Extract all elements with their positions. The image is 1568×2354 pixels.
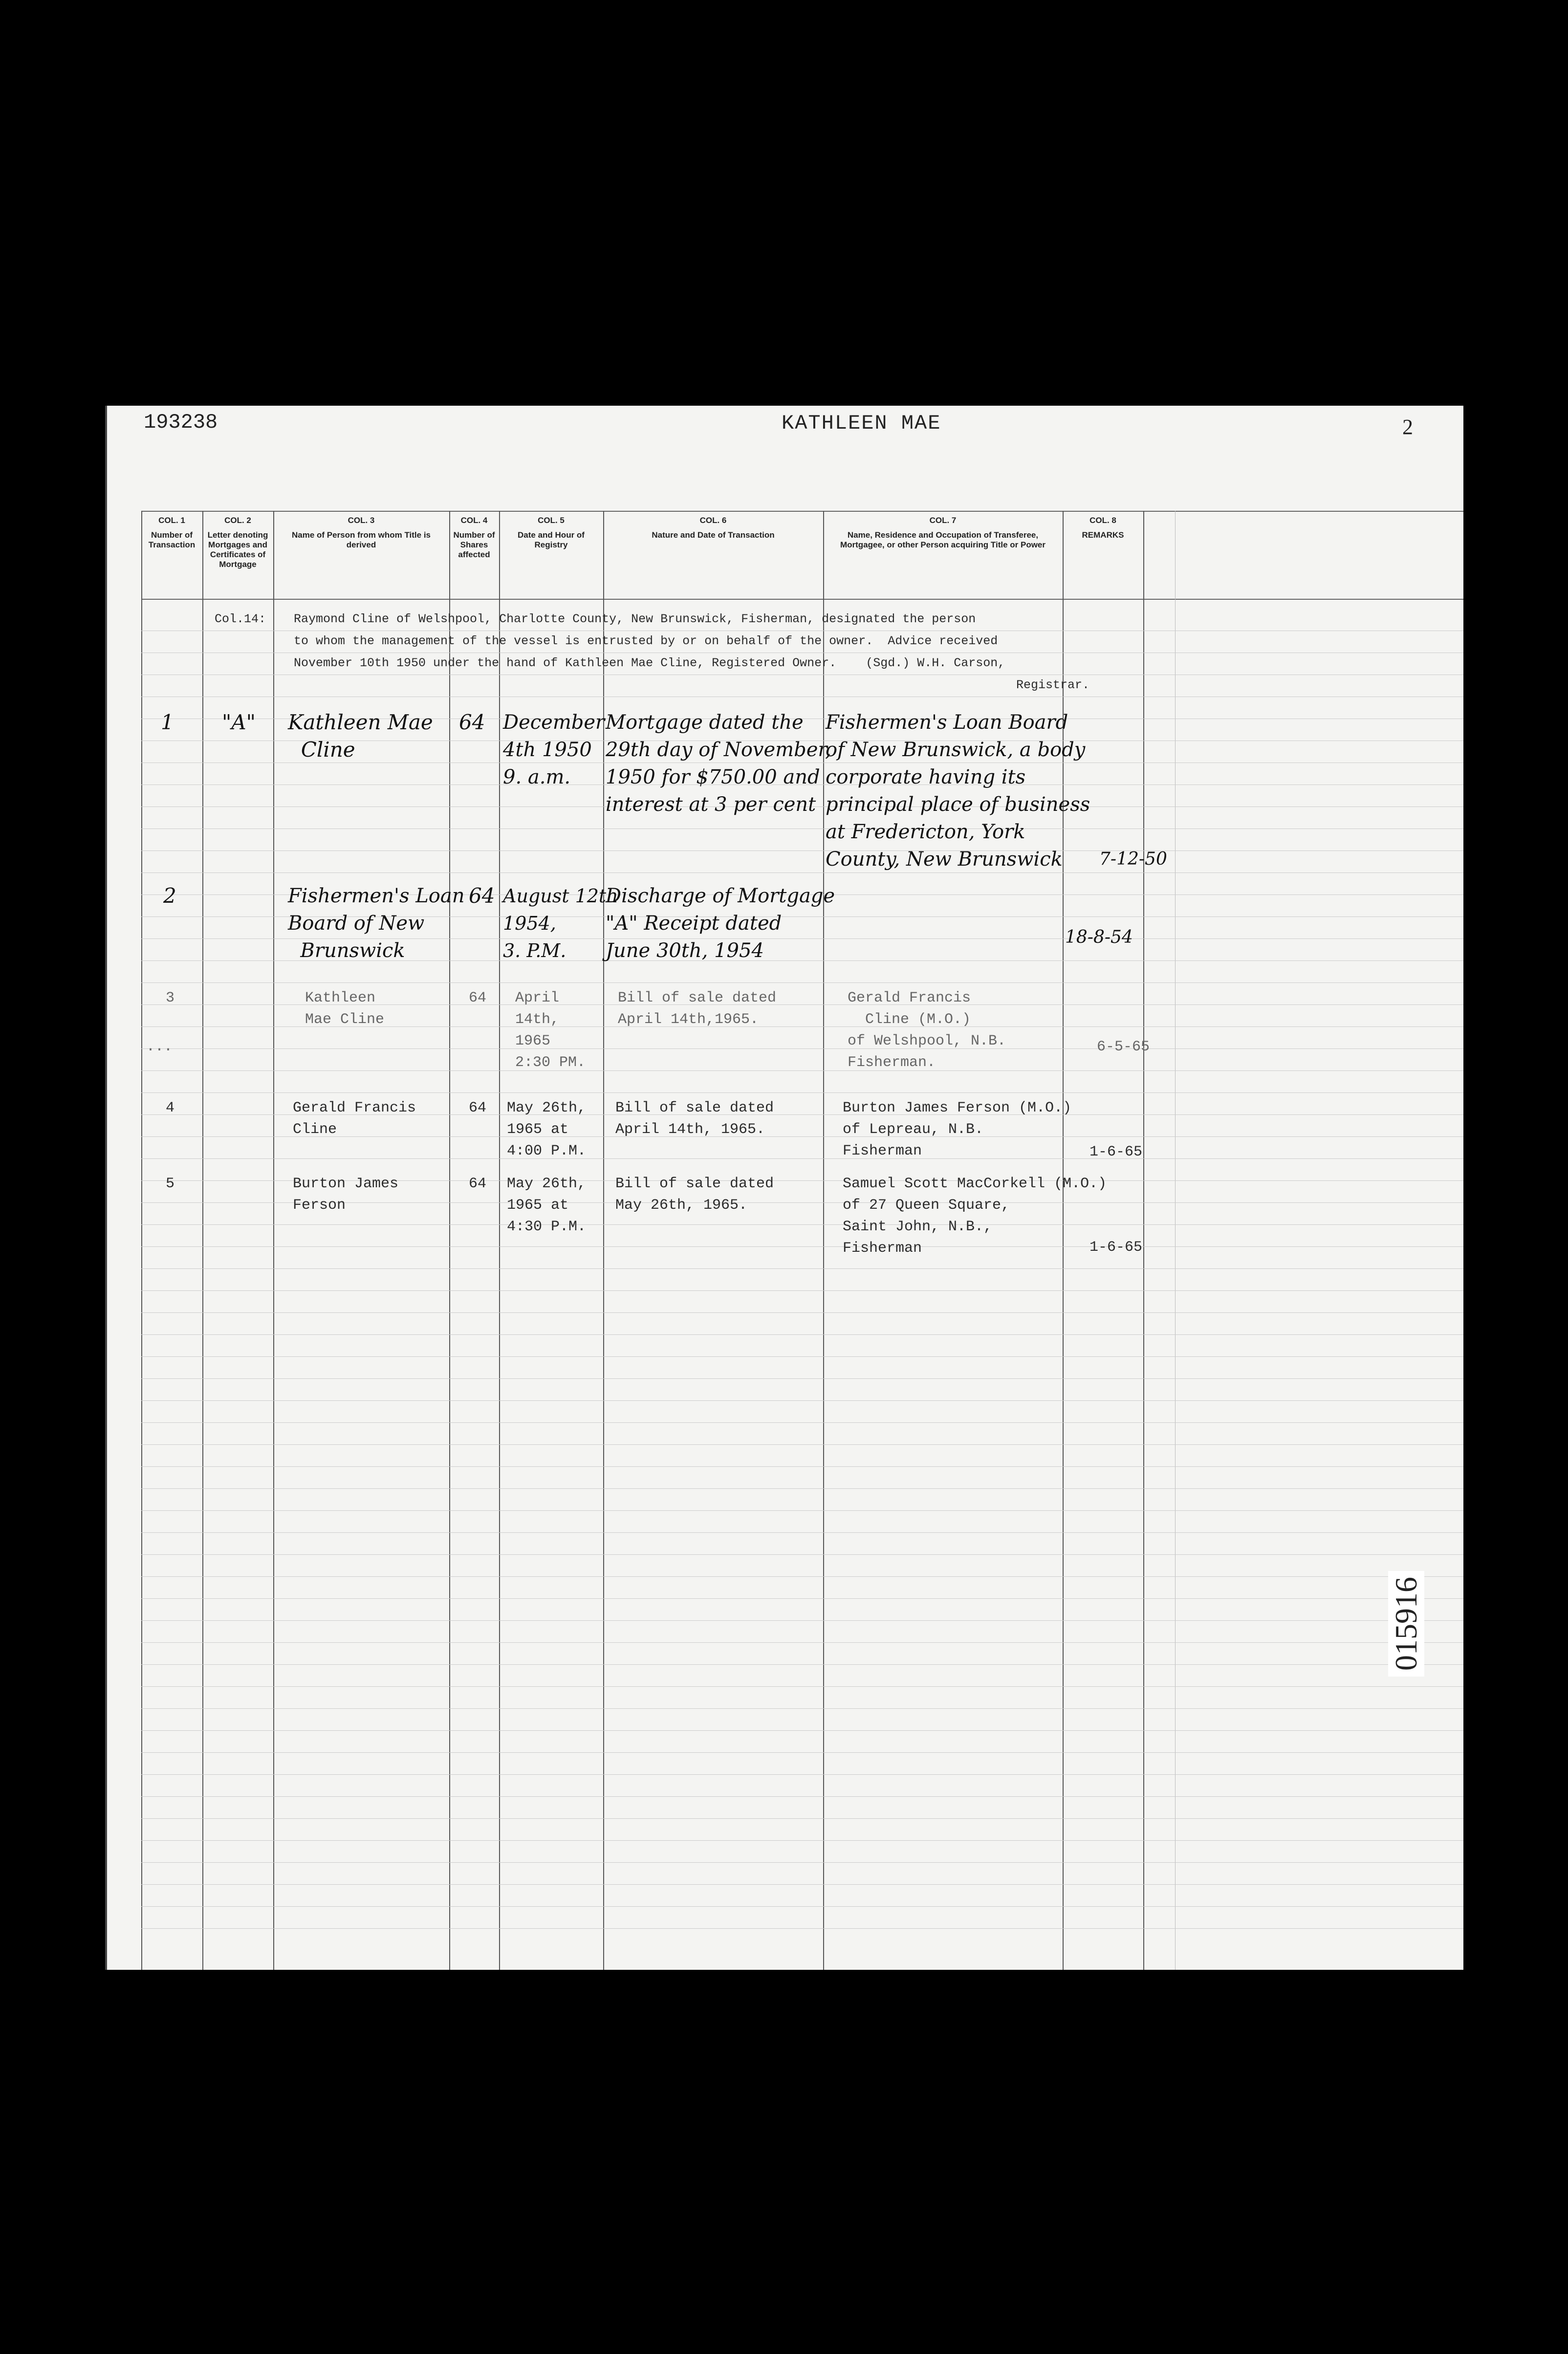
entry-transferee: Fishermen's Loan Board of New Brunswick, a body corporate having its principal place of business at Fredericton, York County, New Brunswick bbox=[826, 711, 1090, 871]
entry-remarks: 18-8-54 bbox=[1065, 927, 1133, 947]
ruled-line bbox=[141, 1708, 1463, 1709]
entry-from: Burton James Ferson bbox=[293, 1176, 399, 1214]
column-divider bbox=[449, 511, 450, 1970]
ruled-line bbox=[141, 1466, 1463, 1467]
col14-line: Raymond Cline of Welshpool, Charlotte County, New Brunswick, Fisherman, designated the person bbox=[294, 612, 976, 626]
ruled-line bbox=[141, 828, 1463, 829]
ruled-line bbox=[141, 1158, 1463, 1159]
margin-dots: ... bbox=[146, 1039, 173, 1055]
col-number: COL. 7 bbox=[929, 516, 957, 525]
ruled-line bbox=[141, 1642, 1463, 1643]
col-number: COL. 6 bbox=[699, 516, 727, 525]
ruled-line bbox=[141, 982, 1463, 983]
table-top-border bbox=[141, 511, 1463, 512]
ruled-line bbox=[141, 1928, 1463, 1929]
entry-number: 1 bbox=[161, 710, 174, 734]
entry-remarks: 1-6-65 bbox=[1089, 1239, 1143, 1256]
entry-shares: 64 bbox=[459, 710, 485, 734]
register-page bbox=[105, 406, 1463, 1970]
entry-from: Gerald Francis Cline bbox=[293, 1100, 416, 1138]
entry-number: 5 bbox=[166, 1176, 175, 1192]
ruled-line bbox=[141, 1070, 1463, 1071]
ruled-line bbox=[141, 1422, 1463, 1423]
col14-line: to whom the management of the vessel is entrusted by or on behalf of the owner. Advice received bbox=[294, 634, 998, 648]
entry-remarks: 1-6-65 bbox=[1089, 1144, 1143, 1160]
header-col-3 bbox=[289, 516, 434, 550]
entry-nature: Bill of sale dated April 14th, 1965. bbox=[615, 1100, 774, 1138]
col-title: Number of Transaction bbox=[148, 530, 196, 549]
entry-number: 4 bbox=[166, 1100, 175, 1116]
entry-nature: Bill of sale dated April 14th,1965. bbox=[618, 990, 777, 1028]
column-divider bbox=[202, 511, 203, 1970]
entry-number: 3 bbox=[166, 990, 175, 1006]
header-col-5 bbox=[509, 516, 593, 550]
column-divider bbox=[273, 511, 274, 1970]
col-title: REMARKS bbox=[1082, 530, 1124, 540]
entry-nature: Bill of sale dated May 26th, 1965. bbox=[615, 1176, 774, 1214]
ruled-line bbox=[141, 1576, 1463, 1577]
ruled-line bbox=[141, 1730, 1463, 1731]
entry-registry: December 4th 1950 9. a.m. bbox=[503, 711, 605, 788]
entry-shares: 64 bbox=[469, 884, 495, 908]
col-number: COL. 3 bbox=[348, 516, 375, 525]
ruled-line bbox=[141, 1334, 1463, 1335]
ruled-line bbox=[141, 1246, 1463, 1247]
entry-number: 2 bbox=[163, 884, 176, 908]
col-title: Nature and Date of Transaction bbox=[652, 530, 775, 540]
ruled-line bbox=[141, 1224, 1463, 1225]
col-title: Name, Residence and Occupation of Transferee, Mortgagee, or other Person acquiring Title or Power bbox=[840, 530, 1046, 549]
ruled-line bbox=[141, 872, 1463, 873]
col-number: COL. 1 bbox=[158, 516, 185, 525]
ruled-line bbox=[141, 1400, 1463, 1401]
ruled-line bbox=[141, 1664, 1463, 1665]
col-number: COL. 4 bbox=[460, 516, 488, 525]
column-divider bbox=[1143, 511, 1144, 1970]
entry-from: Kathleen Mae Cline bbox=[288, 710, 433, 762]
col14-label: Col.14: bbox=[215, 612, 266, 626]
col-title: Letter denoting Mortgages and Certificates of Mortgage bbox=[207, 530, 268, 569]
ruled-line bbox=[141, 1312, 1463, 1313]
ruled-line bbox=[141, 1290, 1463, 1291]
entry-from: Kathleen Mae Cline bbox=[305, 990, 385, 1028]
header-col-8 bbox=[1064, 516, 1142, 540]
entry-nature: Discharge of Mortgage "A" Receipt dated June 30th, 1954 bbox=[606, 885, 835, 962]
entry-transferee: Samuel Scott MacCorkell (M.O.) of 27 Queen Square, Saint John, N.B., Fisherman bbox=[843, 1176, 1107, 1257]
col-title: Name of Person from whom Title is derived bbox=[291, 530, 431, 549]
ruled-line bbox=[141, 1840, 1463, 1841]
ruled-line bbox=[141, 1774, 1463, 1775]
entry-registry: April 14th, 1965 2:30 PM. bbox=[515, 990, 586, 1071]
register-number: 193238 bbox=[144, 411, 218, 434]
header-bottom-border bbox=[141, 599, 1463, 600]
ruled-line bbox=[141, 1510, 1463, 1511]
entry-registry: May 26th, 1965 at 4:00 P.M. bbox=[507, 1100, 587, 1159]
col14-line: Registrar. bbox=[1016, 678, 1090, 692]
ruled-line bbox=[141, 1378, 1463, 1379]
header-col-7 bbox=[828, 516, 1058, 550]
ruled-line bbox=[141, 1488, 1463, 1489]
ruled-line bbox=[141, 1752, 1463, 1753]
ruled-line bbox=[141, 1532, 1463, 1533]
ruled-line bbox=[141, 1862, 1463, 1863]
column-divider bbox=[499, 511, 500, 1970]
ruled-line bbox=[141, 1818, 1463, 1819]
entry-letter: "A" bbox=[222, 710, 256, 734]
entry-nature: Mortgage dated the 29th day of November, 1950 for $750.00 and interest at 3 per cent bbox=[606, 711, 831, 816]
entry-shares: 64 bbox=[469, 990, 487, 1006]
entry-transferee: Burton James Ferson (M.O.) of Lepreau, N.B. Fisherman bbox=[843, 1100, 1072, 1159]
ruled-line bbox=[141, 1092, 1463, 1093]
vessel-name: KATHLEEN MAE bbox=[782, 412, 941, 435]
ruled-line bbox=[141, 1620, 1463, 1621]
col-number: COL. 2 bbox=[224, 516, 251, 525]
ruled-line bbox=[141, 1268, 1463, 1269]
header-col-6 bbox=[650, 516, 777, 540]
ruled-line bbox=[141, 1884, 1463, 1885]
ruled-line bbox=[141, 1554, 1463, 1555]
col14-line: November 10th 1950 under the hand of Kathleen Mae Cline, Registered Owner. (Sgd.) W.H. Carson, bbox=[294, 656, 1005, 670]
ruled-line bbox=[141, 1796, 1463, 1797]
col-number: COL. 8 bbox=[1089, 516, 1116, 525]
ruled-line bbox=[141, 1598, 1463, 1599]
page-number: 2 bbox=[1402, 415, 1413, 439]
header-col-2 bbox=[203, 516, 272, 569]
entry-remarks: 6-5-65 bbox=[1097, 1039, 1150, 1055]
header-col-1 bbox=[142, 516, 201, 550]
ruled-line bbox=[141, 1686, 1463, 1687]
header-col-4 bbox=[450, 516, 498, 560]
entry-shares: 64 bbox=[469, 1100, 487, 1116]
entry-transferee: Gerald Francis Cline (M.O.) of Welshpool, N.B. Fisherman. bbox=[848, 990, 1006, 1071]
entry-shares: 64 bbox=[469, 1176, 487, 1192]
stamp-number: 015916 bbox=[1388, 1571, 1424, 1677]
ruled-line bbox=[141, 1048, 1463, 1049]
col-number: COL. 5 bbox=[538, 516, 565, 525]
entry-registry: May 26th, 1965 at 4:30 P.M. bbox=[507, 1176, 587, 1235]
col-title: Number of Shares affected bbox=[453, 530, 495, 559]
column-divider bbox=[1175, 511, 1176, 1970]
ruled-line bbox=[141, 1906, 1463, 1907]
ruled-line bbox=[141, 850, 1463, 851]
entry-remarks: 7-12-50 bbox=[1099, 849, 1167, 869]
col-title: Date and Hour of Registry bbox=[518, 530, 585, 549]
ruled-line bbox=[141, 1356, 1463, 1357]
entry-registry: August 12th 1954, 3. P.M. bbox=[503, 885, 618, 961]
ruled-line bbox=[141, 1444, 1463, 1445]
entry-from: Fishermen's Loan Board of New Brunswick bbox=[288, 885, 465, 962]
column-divider bbox=[141, 511, 142, 1970]
